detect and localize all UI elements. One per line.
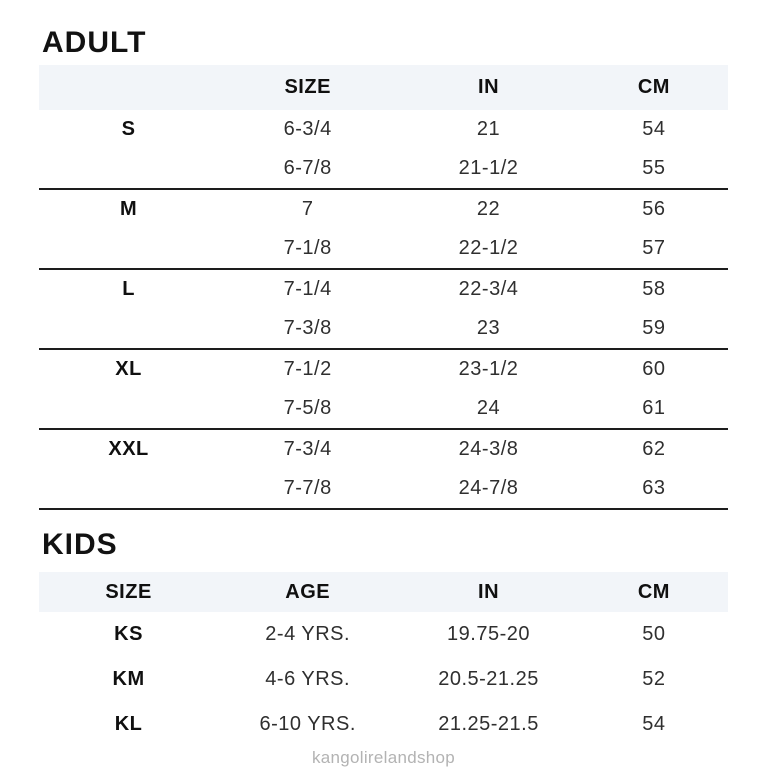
table-cell: 24-3/8 [458, 438, 519, 460]
size-group-l [39, 270, 728, 350]
table-cell: 21.25-21.5 [438, 713, 539, 735]
table-cell: 7-1/8 [283, 237, 332, 259]
table-row [39, 469, 728, 508]
size-label: XXL [108, 438, 149, 460]
table-cell: 22-3/4 [458, 278, 519, 300]
table-cell: 60 [642, 358, 666, 380]
column-header-size: SIZE [105, 580, 152, 603]
size-label: XL [115, 358, 142, 380]
size-group-s [39, 110, 728, 190]
size-label: KL [114, 713, 143, 735]
size-group-xxl [39, 430, 728, 510]
table-cell: 7-3/4 [283, 438, 332, 460]
column-header-age: AGE [285, 580, 331, 603]
table-cell: 24-7/8 [458, 477, 519, 499]
size-chart-content [0, 28, 769, 768]
table-cell: 21-1/2 [458, 157, 519, 179]
size-label: S [121, 118, 136, 140]
table-row [39, 389, 728, 428]
table-cell: 57 [642, 237, 666, 259]
table-cell: 7-5/8 [283, 397, 332, 419]
table-cell: 6-10 YRS. [259, 713, 356, 735]
table-cell: 62 [642, 438, 666, 460]
column-header-in: IN [478, 580, 500, 603]
table-row [39, 612, 728, 657]
table-row [39, 229, 728, 268]
table-row [39, 270, 728, 309]
adult-table-header-row [39, 65, 728, 110]
size-label: L [122, 278, 135, 300]
table-cell: 59 [642, 317, 666, 339]
kids-table-header-row [39, 572, 728, 612]
table-cell: 23-1/2 [458, 358, 519, 380]
table-cell: 52 [642, 668, 666, 690]
table-cell: 6-7/8 [283, 157, 332, 179]
size-group-m [39, 190, 728, 270]
table-row [39, 430, 728, 469]
table-cell: 19.75-20 [447, 623, 531, 645]
adult-section-title: ADULT [42, 26, 147, 59]
size-label: M [119, 198, 138, 220]
table-cell: 22-1/2 [458, 237, 519, 259]
table-cell: 23 [476, 317, 501, 339]
table-cell: 50 [642, 623, 666, 645]
table-cell: 7-3/8 [283, 317, 332, 339]
table-row [39, 110, 728, 149]
table-cell: 55 [642, 157, 666, 179]
table-row [39, 350, 728, 389]
adult-size-table [39, 65, 728, 510]
table-cell: 7-1/2 [283, 358, 332, 380]
table-cell: 6-3/4 [283, 118, 332, 140]
table-cell: 4-6 YRS. [265, 668, 351, 690]
table-row [39, 309, 728, 348]
table-cell: 7-7/8 [283, 477, 332, 499]
table-cell: 58 [642, 278, 666, 300]
table-cell: 54 [642, 118, 666, 140]
column-header-in: IN [478, 76, 500, 98]
size-group-xl [39, 350, 728, 430]
table-row [39, 149, 728, 188]
column-header-size: SIZE [284, 76, 331, 98]
table-cell: 63 [642, 477, 666, 499]
table-cell: 20.5-21.25 [438, 668, 539, 690]
table-cell: 7 [301, 198, 314, 220]
table-cell: 21 [476, 118, 501, 140]
table-cell: 61 [642, 397, 666, 419]
table-cell: 56 [642, 198, 666, 220]
kids-section-title: KIDS [42, 528, 118, 561]
table-cell: 2-4 YRS. [265, 623, 351, 645]
size-label: KM [112, 668, 145, 690]
watermark: kangolirelandshop [311, 748, 456, 767]
table-cell: 7-1/4 [283, 278, 332, 300]
size-label: KS [114, 623, 143, 645]
column-header-cm: CM [637, 76, 670, 98]
table-row [39, 702, 728, 747]
table-row [39, 190, 728, 229]
table-row [39, 657, 728, 702]
column-header-cm: CM [637, 580, 670, 603]
kids-size-table [39, 572, 728, 747]
table-cell: 22 [476, 198, 501, 220]
table-cell: 24 [476, 397, 501, 419]
table-cell: 54 [642, 713, 666, 735]
